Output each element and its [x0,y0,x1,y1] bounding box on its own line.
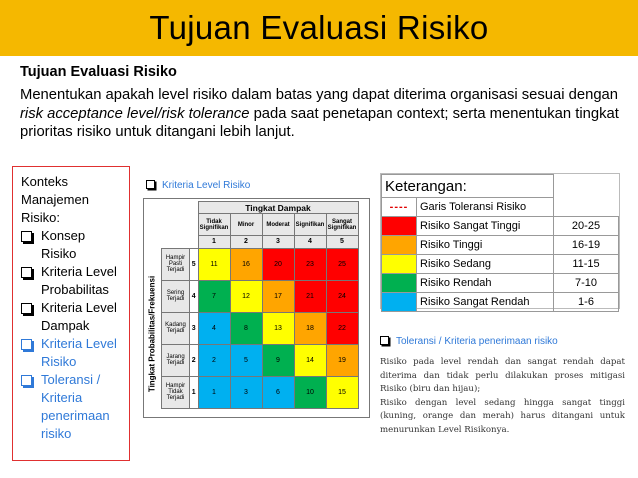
legend-box [380,173,620,309]
probability-level-name: Hampir Pasti Terjadi [162,248,190,280]
legend-swatch [382,255,417,274]
checkbox-bullet-icon [21,303,32,314]
impact-num-5: 5 [326,236,358,249]
context-title: Konteks Manajemen Risiko: [21,174,89,225]
matrix-row [162,312,359,344]
legend-row [382,293,619,312]
matrix-cell: 13 [262,312,294,344]
matrix-cell: 1 [198,376,230,408]
note-paragraph-2: Risiko dengan level sedang hingga sangat tinggi (kuning, orange dan merah) harus ditangani untuk menurunkan Level Risikonya. [380,397,625,435]
risk-matrix [143,198,370,418]
legend-label: Risiko Sangat Rendah [417,293,554,312]
legend-row [382,217,619,236]
matrix-cell: 6 [262,376,294,408]
legend-swatch [382,217,417,236]
probability-level-num: 3 [190,312,199,344]
tolerance-caption: Toleransi / Kriteria penerimaan risiko [380,336,558,347]
legend-swatch [382,293,417,312]
matrix-cell: 14 [294,344,326,376]
legend-title: Keterangan: [382,175,554,198]
legend-label: Risiko Rendah [417,274,554,293]
matrix-cell: 17 [262,280,294,312]
matrix-cell: 5 [230,344,262,376]
context-item-probabilitas: Kriteria Level Probabilitas [21,263,123,299]
checkbox-bullet-icon [21,339,32,350]
probability-level-num: 1 [190,376,199,408]
context-item-konsep: Konsep Risiko [21,227,123,263]
matrix-cell: 18 [294,312,326,344]
intro-text-1: Menentukan apakah level risiko dalam batas yang dapat diterima organisasi sesuai dengan [20,87,619,103]
matrix-cell: 9 [262,344,294,376]
intro-italic: risk acceptance level/risk tolerance [20,105,250,122]
checkbox-bullet-icon [380,336,389,345]
matrix-cell: 4 [198,312,230,344]
legend-row [382,274,619,293]
legend-range: 20-25 [554,217,619,236]
checkbox-bullet-icon [146,180,155,189]
matrix-cell: 12 [230,280,262,312]
impact-level-5: Sangat Signifikan [326,214,358,236]
impact-num-3: 3 [262,236,294,249]
context-box [12,166,130,461]
legend-swatch [382,274,417,293]
legend-row [382,255,619,274]
legend-range: 11-15 [554,255,619,274]
tolerance-line-label: Garis Toleransi Risiko [417,198,554,217]
probability-axis-label: Tingkat Probabilitas/Frekuensi [147,275,157,393]
legend-label: Risiko Sangat Tinggi [417,217,554,236]
impact-num-2: 2 [230,236,262,249]
matrix-cell: 25 [326,248,358,280]
probability-level-num: 2 [190,344,199,376]
context-item-toleransi: Toleransi / Kriteria penerimaan risiko [21,371,123,443]
legend-label: Risiko Tinggi [417,236,554,255]
matrix-cell: 7 [198,280,230,312]
section-heading: Tujuan Evaluasi Risiko [20,64,177,80]
matrix-cell: 20 [262,248,294,280]
note-paragraph-1: Risiko pada level rendah dan sangat rendah dapat diterima dan tidak perlu dilakukan proses mitigasi Risiko (biru dan hijau); [380,357,625,394]
intro-paragraph [20,86,630,142]
legend-row [382,236,619,255]
legend-swatch [382,236,417,255]
impact-level-3: Moderat [262,214,294,236]
matrix-cell: 15 [326,376,358,408]
probability-level-name: Hampir Tidak Terjadi [162,376,190,408]
impact-num-4: 4 [294,236,326,249]
matrix-row [162,376,359,408]
tolerance-note [380,356,625,437]
matrix-cell: 10 [294,376,326,408]
checkbox-bullet-icon [21,375,32,386]
legend-range: 16-19 [554,236,619,255]
context-list [21,227,123,443]
title-bar [0,0,638,56]
legend-table [381,174,619,312]
matrix-caption: Kriteria Level Risiko [146,180,250,191]
matrix-cell: 8 [230,312,262,344]
legend-range: 1-6 [554,293,619,312]
matrix-row [162,280,359,312]
impact-num-1: 1 [198,236,230,249]
matrix-cell: 23 [294,248,326,280]
probability-level-num: 4 [190,280,199,312]
impact-level-4: Signifikan [294,214,326,236]
probability-level-name: Kadang Terjadi [162,312,190,344]
legend-range: 7-10 [554,274,619,293]
context-item-level-risiko: Kriteria Level Risiko [21,335,123,371]
impact-title: Tingkat Dampak [198,202,358,214]
matrix-cell: 11 [198,248,230,280]
matrix-cell: 21 [294,280,326,312]
probability-level-name: Jarang Terjadi [162,344,190,376]
matrix-cell: 16 [230,248,262,280]
slide-title: Tujuan Evaluasi Risiko [149,9,489,46]
risk-matrix-table [161,201,359,409]
checkbox-bullet-icon [21,267,32,278]
matrix-cell: 19 [326,344,358,376]
checkbox-bullet-icon [21,231,32,242]
intro-text-2: pada saat penetapan context; serta menentukan tingkat prioritas risiko untuk ditangani lebih lanjut. [20,105,619,140]
impact-level-1: Tidak Signifikan [198,214,230,236]
legend-label: Risiko Sedang [417,255,554,274]
context-item-dampak: Kriteria Level Dampak [21,299,123,335]
matrix-cell: 24 [326,280,358,312]
probability-level-name: Sering Terjadi [162,280,190,312]
matrix-row [162,344,359,376]
impact-level-2: Minor [230,214,262,236]
probability-level-num: 5 [190,248,199,280]
matrix-row [162,248,359,280]
matrix-cell: 3 [230,376,262,408]
matrix-cell: 2 [198,344,230,376]
tolerance-line-sample: ---- [382,198,417,217]
matrix-cell: 22 [326,312,358,344]
